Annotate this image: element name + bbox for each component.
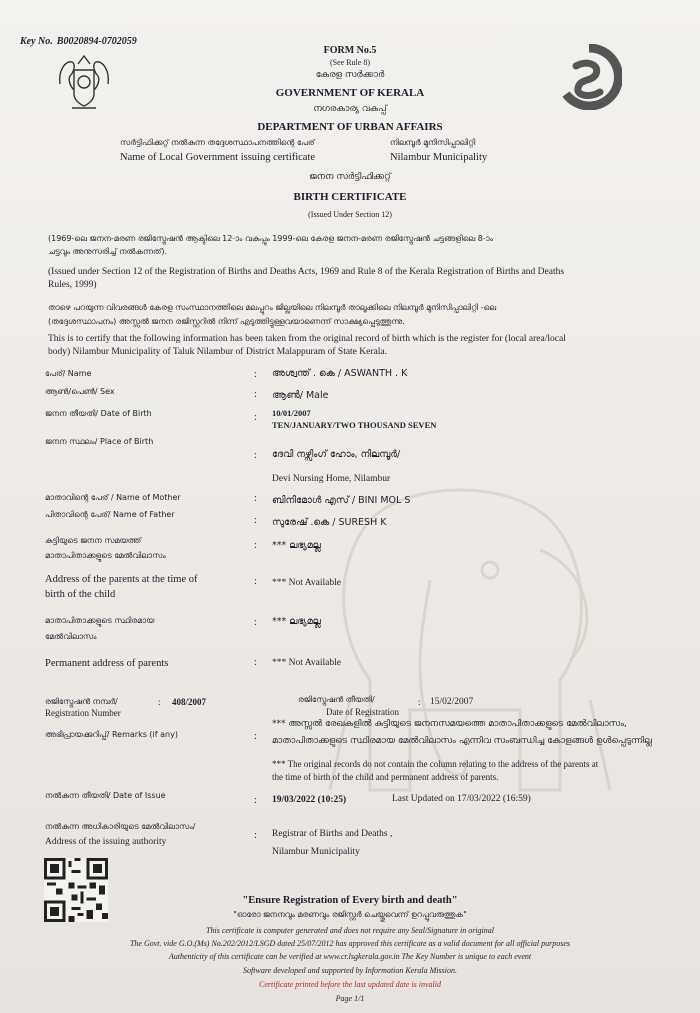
intro-en-line-1: (Issued under Section 12 of the Registration of Births and Deaths Acts, 1969 and Rule 8 of the Kerala Registration of Births and Deaths <box>48 267 565 277</box>
remarks-ml-line-2: മാതാപിതാക്കളുടെ സ്ഥിരമായ മേൽവിലാസം എന്നിവ സംബന്ധിച്ച കോളങ്ങൾ ഉൾപ്പെടുന്നില്ല <box>272 736 652 746</box>
dob-colon: : <box>254 412 257 423</box>
father-label: പിതാവിന്റെ പേര്/ Name of Father <box>45 510 175 519</box>
remarks-en-line-2: the time of birth of the child and permanent address of parents. <box>272 772 499 782</box>
regno-en: Registration Number <box>45 708 121 718</box>
footer-line-1: This certificate is computer generated and does not require any Seal/Signature in original <box>206 926 494 935</box>
regdate-colon: : <box>418 697 421 707</box>
municipality-ml: നിലമ്പൂർ മുനിസിപ്പാലിറ്റി <box>390 138 476 147</box>
authority-value-1: Registrar of Births and Deaths , <box>272 829 393 839</box>
sex-label: ആൺ/പെൺ/ Sex <box>45 387 115 396</box>
perm-en-colon: : <box>254 657 257 668</box>
birth-certificate-title: BIRTH CERTIFICATE <box>293 191 407 203</box>
mother-label: മാതാവിന്റെ പേര് / Name of Mother <box>45 493 181 502</box>
name-colon: : <box>254 369 257 380</box>
regno-ml: രജിസ്ട്രേഷൻ നമ്പർ/ <box>45 697 118 706</box>
authority-ml: നൽകുന്ന അധികാരിയുടെ മേൽവിലാസം/ <box>45 822 196 831</box>
last-updated: Last Updated on 17/03/2022 (16:59) <box>392 794 531 804</box>
regdate-value: 15/02/2007 <box>430 697 474 707</box>
perm-en-label: Permanent address of parents <box>45 658 169 669</box>
perm-ml-colon: : <box>254 617 257 628</box>
footer-line-3: Authenticity of this certificate can be verified at www.cr.lsgkerala.gov.in The Key Number is unique to each event <box>168 952 532 961</box>
local-gov-label: Name of Local Government issuing certificate <box>120 152 316 163</box>
intro-ml-line-3: താഴെ പറയുന്ന വിവരങ്ങൾ കേരള സംസ്ഥാനത്തിലെ മലപ്പുറം ജില്ലയിലെ നിലമ്പൂർ താലൂക്കിലെ നിലമ്പൂർ മുനിസിപ്പാലിറ്റി -ലെ <box>48 303 497 312</box>
intro-ml-line-4: (തദ്ദേശസ്ഥാപനം) അസ്സൽ ജനന രജിസ്റ്ററിൽ നിന്ന് എടുത്തിട്ടുള്ളവയാണെന്ന് സാക്ഷ്യപ്പെടുത്തുന്നു. <box>48 317 405 326</box>
remarks-ml-line-1: *** അസ്സൽ രേഖകളിൽ കുട്ടിയുടെ ജനനസമയത്തെ മാതാപിതാക്കളുടെ മേൽവിലാസം, <box>272 719 627 729</box>
authority-value-2: Nilambur Municipality <box>272 847 360 857</box>
addr-time-en-line-1: Address of the parents at the time of <box>45 574 198 585</box>
see-rule: (See Rule 8) <box>330 58 370 67</box>
department-title: DEPARTMENT OF URBAN AFFAIRS <box>257 121 443 133</box>
footer-line-2: The Govt. vide G.O.(Ms) No.202/2012/LSGD dated 25/07/2012 has approved this certificate as a valid document for all official purposes <box>129 939 571 948</box>
regno-value: 408/2007 <box>172 697 207 707</box>
footer-line-4: Software developed and supported by Information Kerala Mission. <box>243 966 457 975</box>
pob-value-ml: ദേവി നഴ്സിംഗ് ഹോം, നിലമ്പൂർ/ <box>272 449 401 460</box>
footer-quote-ml: "ഓരോ ജനനവും മരണവും രജിസ്റ്റർ ചെയ്തുവെന്ന് ഉറപ്പുവരുത്തുക" <box>233 910 467 919</box>
authority-en: Address of the issuing authority <box>45 837 167 847</box>
addr-time-ml-value: *** ലഭ്യമല്ല <box>272 540 321 551</box>
intro-ml-line-2: ചട്ടവും അനുസരിച്ച് നൽകുന്നത്). <box>48 247 168 256</box>
department-ml: നഗരകാര്യ വകുപ്പ് <box>313 104 387 114</box>
mother-colon: : <box>254 493 257 504</box>
sex-value: ആൺ/ Male <box>272 390 329 401</box>
government-ml: കേരള സർക്കാർ <box>315 70 385 80</box>
remarks-label: അഭിപ്രായക്കുറിപ്പ്/ Remarks (if any) <box>45 730 178 739</box>
addr-time-ml-colon: : <box>254 540 257 551</box>
perm-ml-line-1: മാതാപിതാക്കളുടെ സ്ഥിരമായ <box>45 616 155 625</box>
issue-label: നൽകുന്ന തീയതി/ Date of Issue <box>45 791 166 800</box>
key-label: Key No. <box>20 36 53 47</box>
issued-under: (Issued Under Section 12) <box>308 210 392 219</box>
addr-time-ml-line-1: കുട്ടിയുടെ ജനന സമയത്ത് <box>45 536 142 545</box>
perm-ml-value: *** ലഭ്യമല്ല <box>272 616 321 627</box>
pob-label: ജനന സ്ഥലം/ Place of Birth <box>45 437 154 446</box>
intro-en-line-3: This is to certify that the following information has been taken from the original record of birth which is the register for (local area/local <box>48 334 566 344</box>
key-value: B0020894-0702059 <box>56 36 137 47</box>
footer-line-5: Certificate printed before the last updated date is invalid <box>259 980 441 989</box>
footer-quote: "Ensure Registration of Every birth and death" <box>242 895 458 906</box>
pob-colon: : <box>254 450 257 461</box>
pob-value-en: Devi Nursing Home, Nilambur <box>272 474 391 484</box>
mother-value: ബിനിമോൾ എസ് / BINI MOL S <box>272 495 411 506</box>
intro-en-line-2: Rules, 1999) <box>48 280 97 290</box>
authority-colon: : <box>254 830 257 841</box>
government-title: GOVERNMENT OF KERALA <box>275 87 425 99</box>
remarks-colon: : <box>254 731 257 742</box>
addr-time-ml-line-2: മാതാപിതാക്കളുടെ മേൽവിലാസം <box>45 551 166 560</box>
dob-value-words: TEN/JANUARY/TWO THOUSAND SEVEN <box>272 420 437 430</box>
addr-time-en-line-2: birth of the child <box>45 589 116 600</box>
addr-time-en-colon: : <box>254 576 257 587</box>
father-value: സുരേഷ് .കെ / SURESH K <box>272 517 387 528</box>
municipality-name: Nilambur Municipality <box>390 152 488 163</box>
name-label: പേര്/ Name <box>45 369 92 378</box>
issue-value: 19/03/2022 (10:25) <box>272 795 347 805</box>
intro-en-line-4: body) Nilambur Municipality of Taluk Nilambur of District Malappuram of State Kerala. <box>48 347 387 357</box>
regdate-ml: രജിസ്ട്രേഷൻ തീയതി/ <box>298 695 375 704</box>
dob-value-numeric: 10/01/2007 <box>272 408 311 418</box>
name-value: അശ്വന്ത് . കെ / ASWANTH . K <box>272 368 408 379</box>
form-number: FORM No.5 <box>323 45 377 56</box>
father-colon: : <box>254 515 257 526</box>
regdate-en: Date of Registration <box>326 707 399 717</box>
page-number: Page 1/1 <box>335 994 365 1003</box>
regno-colon: : <box>158 697 161 707</box>
perm-ml-line-2: മേൽവിലാസം <box>45 632 97 641</box>
birth-certificate-ml: ജനന സർട്ടിഫിക്കറ്റ് <box>309 172 391 182</box>
local-gov-label-ml: സർട്ടിഫിക്കറ്റ് നൽകുന്ന തദ്ദേശസ്ഥാപനത്തിന്റെ പേര് <box>120 138 315 147</box>
issue-colon: : <box>254 795 257 806</box>
remarks-en-line-1: *** The original records do not contain the column relating to the address of the parents at <box>272 759 599 769</box>
addr-time-en-value: *** Not Available <box>272 578 341 588</box>
dob-label: ജനന തീയതി/ Date of Birth <box>45 409 152 418</box>
sex-colon: : <box>254 389 257 400</box>
perm-en-value: *** Not Available <box>272 658 341 668</box>
intro-ml-line-1: (1969-ലെ ജനന-മരണ രജിസ്ട്രേഷൻ ആക്ടിലെ 12-ാം വകുപ്പും 1999-ലെ കേരള ജനന-മരണ രജിസ്ട്രേഷൻ ചട്ടങ്ങളിലെ 8-ാം <box>48 234 493 243</box>
